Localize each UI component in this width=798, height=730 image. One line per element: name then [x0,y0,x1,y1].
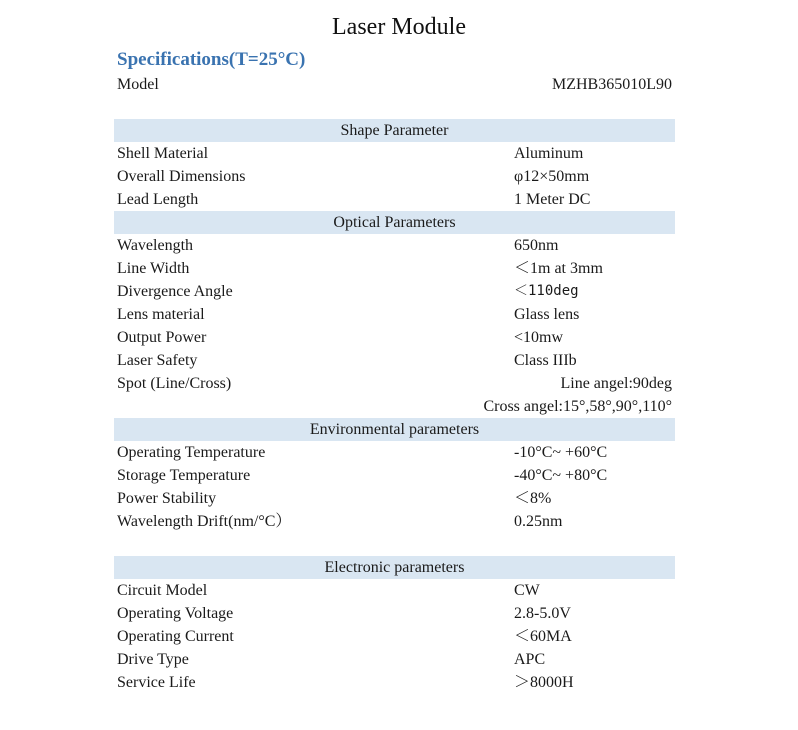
spec-value: <10mw [514,329,564,346]
spec-value: Cross angel:15°,58°,90°,110° [483,398,672,415]
spec-row [114,441,675,464]
spec-row [114,326,675,349]
spec-value: ＜1m at 3mm [514,260,603,277]
spec-label: Wavelength [117,237,194,254]
spec-row [114,234,675,257]
spec-row [114,625,675,648]
spec-label: Wavelength Drift(nm/°C） [117,513,292,530]
spec-value: Glass lens [514,306,580,323]
spec-value: 650nm [514,237,559,254]
spec-value: Aluminum [514,145,584,162]
spec-row [114,648,675,671]
spec-label: Laser Safety [117,352,198,369]
spec-label: Operating Current [117,628,234,645]
spec-value: ＜60MA [514,628,572,645]
environmental-section-header: Environmental parameters [114,418,675,441]
spec-value: Line angel:90deg [560,375,672,392]
spec-row [114,671,675,694]
spec-label: Power Stability [117,490,217,507]
spec-value: φ12×50mm [514,168,590,185]
spec-value: Class IIIb [514,352,577,369]
spec-label: Service Life [117,674,196,691]
spec-row [114,579,675,602]
spec-row [114,464,675,487]
spec-label: Operating Temperature [117,444,266,461]
spec-label: Overall Dimensions [117,168,246,185]
spec-label: Storage Temperature [117,467,251,484]
spec-label: Circuit Model [117,582,208,599]
spec-row [114,303,675,326]
spec-value: 2.8-5.0V [514,605,571,622]
spec-row [114,142,675,165]
spec-value: ＜110deg [514,283,579,299]
model-row [114,73,675,96]
spec-value: CW [514,582,540,599]
spec-label: Lens material [117,306,205,323]
spec-label: Spot (Line/Cross) [117,375,232,392]
spec-row [114,349,675,372]
specifications-heading: Specifications(T=25°C) [117,49,306,70]
spec-value: -40°C~ +80°C [514,467,608,484]
shape-section-header: Shape Parameter [114,119,675,142]
spec-value: APC [514,651,546,668]
spec-row [114,602,675,625]
spec-label: Drive Type [117,651,189,668]
spec-row [114,165,675,188]
spec-label: Output Power [117,329,207,346]
page-title: Laser Module [332,14,466,40]
spec-row [114,257,675,280]
spec-row [114,510,675,533]
spec-label: Lead Length [117,191,199,208]
spec-label: Operating Voltage [117,605,234,622]
spec-value: 0.25nm [514,513,563,530]
electronic-section-header: Electronic parameters [114,556,675,579]
spec-label: Line Width [117,260,190,277]
spec-value: ＜8% [514,490,552,507]
spec-value: ＞8000H [514,674,574,691]
spec-row [114,395,675,418]
spec-label: Shell Material [117,145,209,162]
spec-value: -10°C~ +60°C [514,444,608,461]
model-label: Model [117,76,159,93]
spec-label: Divergence Angle [117,283,233,300]
optical-section-header: Optical Parameters [114,211,675,234]
spec-row [114,487,675,510]
spec-row [114,280,675,303]
spec-row [114,372,675,395]
spec-row [114,188,675,211]
spec-value: 1 Meter DC [514,191,591,208]
model-value: MZHB365010L90 [552,76,672,93]
